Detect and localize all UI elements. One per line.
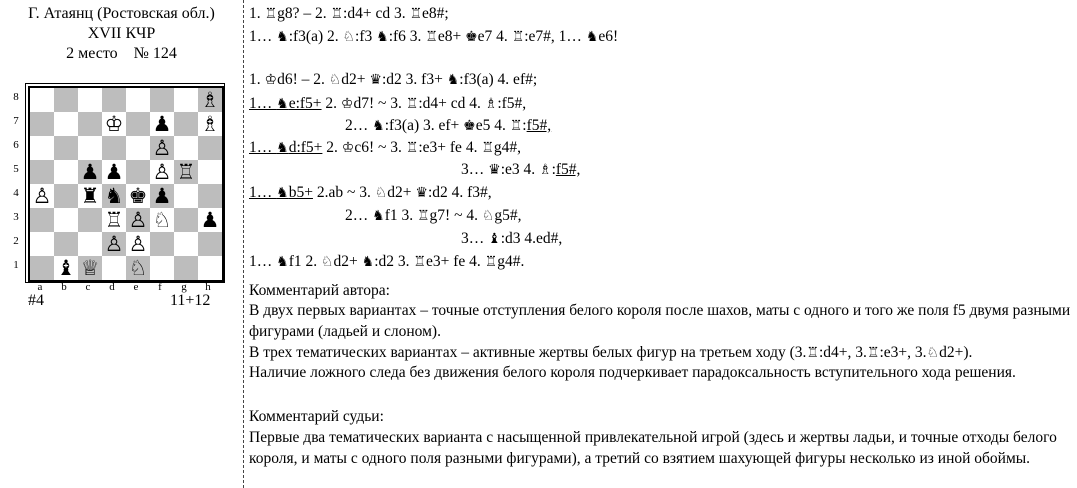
author-comment-p3: Наличие ложного следа без движения белого короля подчеркивает парадоксальность вступительного хода решения. xyxy=(249,364,1016,381)
figurine-icon: ♔ xyxy=(264,72,278,88)
move-text: : xyxy=(522,117,527,134)
figurine-icon: ♞ xyxy=(376,29,389,45)
move-text: :d4+ cd 4. xyxy=(418,95,485,112)
author-comment-p1: В двух первых вариантах – точные отступления белого короля после шахов, маты с одного и того же поля f5 двумя разными фигурами (ладьей и слоном). xyxy=(249,302,1071,340)
board-square xyxy=(198,136,222,160)
figurine-icon: ♔ xyxy=(341,140,355,156)
rank-label: 3 xyxy=(13,211,19,223)
board-square xyxy=(150,232,174,256)
figurine-icon: ♝ xyxy=(488,231,501,247)
author-name: Г. Атаянц (Ростовская обл.) xyxy=(28,5,215,22)
move-text: d:f5+ xyxy=(288,139,323,156)
move-text: b5+ xyxy=(288,184,313,201)
solution-line-3 xyxy=(249,70,537,90)
figurine-icon: ♖ xyxy=(509,118,523,134)
move-text: :f3(a) 4. ef#; xyxy=(459,71,538,88)
figurine-icon: ♗ xyxy=(539,162,552,178)
rank-label: 4 xyxy=(13,187,19,199)
board-square xyxy=(102,88,126,112)
move-text: : xyxy=(551,161,556,178)
file-label: d xyxy=(109,281,115,293)
figurine-icon: ♘ xyxy=(374,185,388,201)
move-text: e8+ xyxy=(437,28,466,45)
board-square xyxy=(150,88,174,112)
variation-1 xyxy=(322,95,527,112)
move-text: d2+ xyxy=(387,184,416,201)
move-text: 2.ab ~ 3. xyxy=(312,184,375,201)
chess-piece-icon: ♖ xyxy=(104,208,124,232)
solution-line-8 xyxy=(249,183,492,203)
board-square xyxy=(174,232,198,256)
board-square xyxy=(102,256,126,280)
board-square xyxy=(30,208,54,232)
chess-piece-icon: ♖ xyxy=(176,160,196,184)
solution-line-2 xyxy=(249,27,618,47)
board-square xyxy=(198,160,222,184)
chess-piece-icon: ♔ xyxy=(104,112,124,136)
board-square xyxy=(78,136,102,160)
solution-line-1 xyxy=(249,4,449,24)
board-square xyxy=(174,88,198,112)
chess-piece-icon: ♗ xyxy=(200,112,220,136)
move-text: :f3 xyxy=(355,28,377,45)
move-text: d2+ xyxy=(341,71,370,88)
chess-piece-icon: ♙ xyxy=(32,184,52,208)
board-square xyxy=(198,256,222,280)
move-text: 2. xyxy=(322,139,342,156)
move-text: g8? – 2. xyxy=(277,5,331,22)
variation-key-2 xyxy=(249,139,322,156)
board-square xyxy=(126,160,150,184)
board-square xyxy=(54,184,78,208)
chess-piece-icon: ♙ xyxy=(128,232,148,256)
figurine-icon: ♞ xyxy=(372,118,385,134)
board-square xyxy=(174,208,198,232)
variation-3 xyxy=(313,184,492,201)
chess-piece-icon: ♞ xyxy=(104,184,124,208)
board-square xyxy=(30,112,54,136)
solution-line-4 xyxy=(249,94,526,114)
board-square xyxy=(126,112,150,136)
figurine-icon: ♚ xyxy=(463,118,476,134)
solution-line-10 xyxy=(461,229,562,249)
board-square xyxy=(54,88,78,112)
board-square xyxy=(126,136,150,160)
move-text: f1 2. xyxy=(288,253,321,270)
problem-number: № 124 xyxy=(133,45,177,62)
move-text: e5 4. xyxy=(475,117,510,134)
solution-panel xyxy=(249,0,1073,488)
move-text: 1… xyxy=(249,184,277,201)
variation-2 xyxy=(322,139,521,156)
figurine-icon: ♖ xyxy=(806,345,819,361)
move-text: e6! xyxy=(598,28,619,45)
move-text: e3+ fe 4. xyxy=(425,253,485,270)
variation-key-3 xyxy=(249,184,313,201)
board-square xyxy=(54,160,78,184)
figurine-icon: ♔ xyxy=(340,96,354,112)
move-text: В трех тематических вариантах – активные жертвы белых фигур на третьем ходу (3. xyxy=(249,344,807,361)
variation-2-branch xyxy=(461,161,556,178)
move-text: g4#, xyxy=(493,139,521,156)
board-square xyxy=(30,136,54,160)
solution-line-5 xyxy=(345,116,551,136)
figurine-icon: ♞ xyxy=(446,72,460,88)
chess-piece-icon: ♙ xyxy=(104,232,124,256)
move-text: :f6 3. xyxy=(388,28,426,45)
move-text: :d2 4. f3#, xyxy=(427,184,492,201)
file-label: h xyxy=(205,281,211,293)
place: 2 место xyxy=(66,45,118,62)
move-text: :e3+ fe 4. xyxy=(418,139,482,156)
move-text: f1 3. xyxy=(384,207,417,224)
author-comment-title: Комментарий автора: xyxy=(249,282,390,299)
chess-piece-icon: ♟ xyxy=(152,184,172,208)
chess-piece-icon: ♙ xyxy=(128,208,148,232)
chess-piece-icon: ♚ xyxy=(128,184,148,208)
solution-line-9 xyxy=(345,206,522,226)
rank-label: 6 xyxy=(13,139,19,151)
figurine-icon: ♛ xyxy=(488,162,501,178)
move-text: :d3 4.ed#, xyxy=(500,230,563,247)
board-square xyxy=(54,112,78,136)
file-label: a xyxy=(37,281,43,293)
move-text: d7! ~ 3. xyxy=(353,95,406,112)
move-text: 1… xyxy=(249,139,277,156)
chess-piece-icon: ♟ xyxy=(104,160,124,184)
place-and-number xyxy=(0,44,243,64)
problem-diagram-panel xyxy=(0,0,243,488)
figurine-icon: ♚ xyxy=(465,29,478,45)
move-text: d2+ xyxy=(333,253,362,270)
figurine-icon: ♘ xyxy=(926,345,940,361)
chess-piece-icon: ♙ xyxy=(152,160,172,184)
figurine-icon: ♞ xyxy=(372,208,385,224)
dashed-divider xyxy=(243,0,244,488)
figurine-icon: ♞ xyxy=(276,254,289,270)
author-comment-p2 xyxy=(249,342,1071,364)
rank-label: 2 xyxy=(13,235,19,247)
move-text: 1. xyxy=(249,5,265,22)
board-square xyxy=(174,184,198,208)
rank-label: 8 xyxy=(13,91,19,103)
tourney-name: XVII КЧР xyxy=(87,25,156,42)
move-text: 3… xyxy=(461,161,489,178)
figurine-icon: ♞ xyxy=(585,29,599,45)
board-square xyxy=(198,184,222,208)
figurine-icon: ♖ xyxy=(264,6,278,22)
chess-piece-icon: ♟ xyxy=(80,160,100,184)
figurine-icon: ♞ xyxy=(276,29,289,45)
figurine-icon: ♖ xyxy=(405,140,419,156)
chess-piece-icon: ♟ xyxy=(200,208,220,232)
board-square xyxy=(102,136,126,160)
rank-label: 1 xyxy=(13,259,19,271)
judge-comment-p1: Первые два тематических варианта с насыщенной привлекательной игрой (здесь и жертвы ладьи, и точные отходы белого короля, и маты с одного поля разными фигурами), а третий со взятием шахующей фигуры несколько из иной обоймы. xyxy=(249,429,1057,467)
board-square xyxy=(30,232,54,256)
rank-label: 7 xyxy=(13,115,19,127)
chess-piece-icon: ♙ xyxy=(152,136,172,160)
move-text: :f5#, xyxy=(497,95,527,112)
figurine-icon: ♞ xyxy=(276,185,289,201)
move-text: :d2 3. xyxy=(374,253,414,270)
piece-count: 11+12 xyxy=(170,292,211,309)
board-square xyxy=(30,256,54,280)
move-text: d6! – 2. xyxy=(277,71,329,88)
board-square xyxy=(78,88,102,112)
figurine-icon: ♞ xyxy=(276,96,289,112)
board-square xyxy=(30,160,54,184)
board-square xyxy=(54,232,78,256)
figurine-icon: ♞ xyxy=(361,254,375,270)
move-text: e8#; xyxy=(422,5,449,22)
move-text: 2… xyxy=(345,207,373,224)
move-text: g5#, xyxy=(494,207,522,224)
move-text: 2. xyxy=(321,95,341,112)
chess-piece-icon: ♝ xyxy=(56,256,76,280)
move-text: 3… xyxy=(461,230,489,247)
chess-piece-icon: ♗ xyxy=(200,88,220,112)
figurine-icon: ♖ xyxy=(409,6,423,22)
figurine-icon: ♖ xyxy=(425,29,438,45)
move-text: :e3+, 3. xyxy=(879,344,927,361)
rank-label: 5 xyxy=(13,163,19,175)
chess-piece-icon: ♘ xyxy=(128,256,148,280)
move-text: :d2 3. f3+ xyxy=(381,71,447,88)
figurine-icon: ♘ xyxy=(328,72,342,88)
move-text: 1… xyxy=(249,253,277,270)
figurine-icon: ♘ xyxy=(342,29,356,45)
board-square xyxy=(54,136,78,160)
chess-piece-icon: ♘ xyxy=(152,208,172,232)
file-label: e xyxy=(133,281,139,293)
move-text: d2+). xyxy=(939,344,973,361)
chess-piece-icon: ♟ xyxy=(152,112,172,136)
figurine-icon: ♛ xyxy=(369,72,382,88)
move-text: g4#. xyxy=(497,253,525,270)
move-text: 1… xyxy=(249,28,277,45)
move-text: :d4+ cd 3. xyxy=(343,5,410,22)
figurine-icon: ♘ xyxy=(481,208,495,224)
move-text: g7! ~ 4. xyxy=(429,207,482,224)
board-square xyxy=(198,232,222,256)
move-text: e:f5+ xyxy=(288,95,322,112)
move-text: :d4+, 3. xyxy=(818,344,867,361)
move-text: e7 4. xyxy=(477,28,512,45)
chess-piece-icon: ♜ xyxy=(80,184,100,208)
move-text: :e7#, 1… xyxy=(524,28,586,45)
board-square xyxy=(54,208,78,232)
file-label: c xyxy=(85,281,91,293)
judge-comment-title: Комментарий судьи: xyxy=(249,408,384,425)
solution-line-6 xyxy=(249,138,521,158)
move-text: 1. xyxy=(249,71,265,88)
variation-key-1 xyxy=(249,95,322,112)
file-label: g xyxy=(181,281,187,293)
board-square xyxy=(78,112,102,136)
variation-1-branch xyxy=(345,117,527,134)
chess-board xyxy=(28,86,224,282)
board-square xyxy=(174,112,198,136)
figurine-icon: ♘ xyxy=(320,254,334,270)
figurine-icon: ♖ xyxy=(511,29,525,45)
figurine-icon: ♖ xyxy=(416,208,430,224)
board-square xyxy=(78,208,102,232)
figurine-icon: ♖ xyxy=(330,6,344,22)
move-text: c6! ~ 3. xyxy=(354,139,406,156)
board-square xyxy=(174,136,198,160)
board-square xyxy=(126,88,150,112)
figurine-icon: ♖ xyxy=(405,96,419,112)
figurine-icon: ♖ xyxy=(413,254,426,270)
file-label: b xyxy=(61,281,67,293)
figurine-icon: ♗ xyxy=(484,96,498,112)
board-square xyxy=(174,256,198,280)
move-text: :f3(a) 3. ef+ xyxy=(384,117,464,134)
figurine-icon: ♛ xyxy=(415,185,428,201)
figurine-icon: ♖ xyxy=(481,140,494,156)
move-text: 2… xyxy=(345,117,373,134)
board-square xyxy=(30,88,54,112)
figurine-icon: ♖ xyxy=(866,345,880,361)
board-square xyxy=(78,232,102,256)
solution-line-11 xyxy=(249,252,524,272)
figurine-icon: ♖ xyxy=(484,254,498,270)
solution-line-7 xyxy=(461,160,580,180)
chess-piece-icon: ♕ xyxy=(80,256,100,280)
move-text: 1… xyxy=(249,95,277,112)
file-label: f xyxy=(158,281,162,293)
mate-square-2: f5#, xyxy=(555,161,581,178)
figurine-icon: ♞ xyxy=(276,140,289,156)
board-square xyxy=(150,256,174,280)
stipulation: #4 xyxy=(28,292,44,309)
move-text: :e3 4. xyxy=(500,161,539,178)
mate-square: f5#, xyxy=(526,117,552,134)
move-text: :f3(a) 2. xyxy=(288,28,343,45)
